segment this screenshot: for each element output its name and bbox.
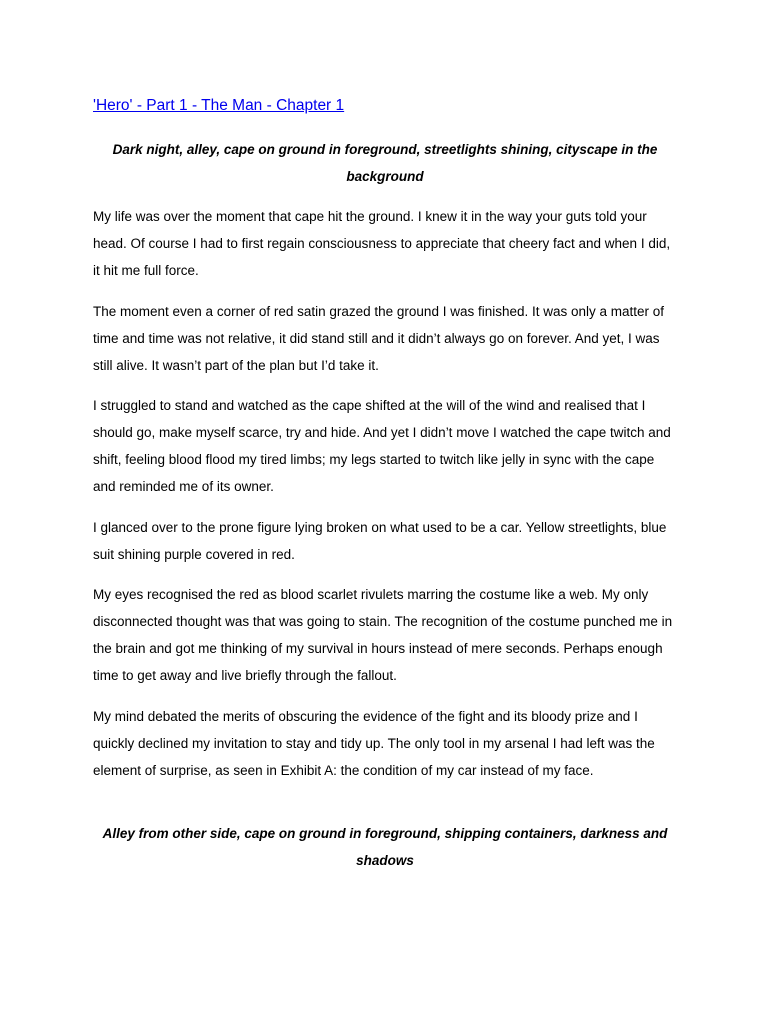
paragraph-3: I struggled to stand and watched as the cape shifted at the will of the wind and realised that I should go, make myself scarce, try and hide. And yet I didn’t move I watched the cape twitch and shift, feeling blood flood my tired limbs; my legs started to twitch like jelly in sync with the cape and reminded me of its owner. bbox=[93, 398, 671, 494]
paragraph-6: My mind debated the merits of obscuring the evidence of the fight and its bloody prize and I quickly declined my invitation to stay and tidy up. The only tool in my arsenal I had left was the element of surprise, as seen in Exhibit A: the condition of my car instead of my face. bbox=[93, 709, 655, 778]
scene-direction-1: Dark night, alley, cape on ground in foreground, streetlights shining, cityscape in the background bbox=[112, 142, 658, 184]
paragraph-1: My life was over the moment that cape hit the ground. I knew it in the way your guts told your head. Of course I had to first regain consciousness to appreciate that cheery fact and when I did, it hit me full force. bbox=[93, 209, 671, 278]
paragraph-4: I glanced over to the prone figure lying broken on what used to be a car. Yellow streetlights, blue suit shining purple covered in red. bbox=[93, 520, 667, 562]
scene-direction-2: Alley from other side, cape on ground in foreground, shipping containers, darkness and shadows bbox=[102, 826, 668, 868]
paragraph-5: My eyes recognised the red as blood scarlet rivulets marring the costume like a web. My only disconnected thought was that was going to stain. The recognition of the costume punched me in the brain and got me thinking of my survival in hours instead of mere seconds. Perhaps enough time to get away and live briefly through the fallout. bbox=[93, 587, 673, 683]
chapter-title-link[interactable]: 'Hero' - Part 1 - The Man - Chapter 1 bbox=[93, 97, 345, 114]
paragraph-2: The moment even a corner of red satin grazed the ground I was finished. It was only a matter of time and time was not relative, it did stand still and it didn’t always go on forever. And yet, I was still alive. It wasn’t part of the plan but I’d take it. bbox=[93, 304, 665, 373]
